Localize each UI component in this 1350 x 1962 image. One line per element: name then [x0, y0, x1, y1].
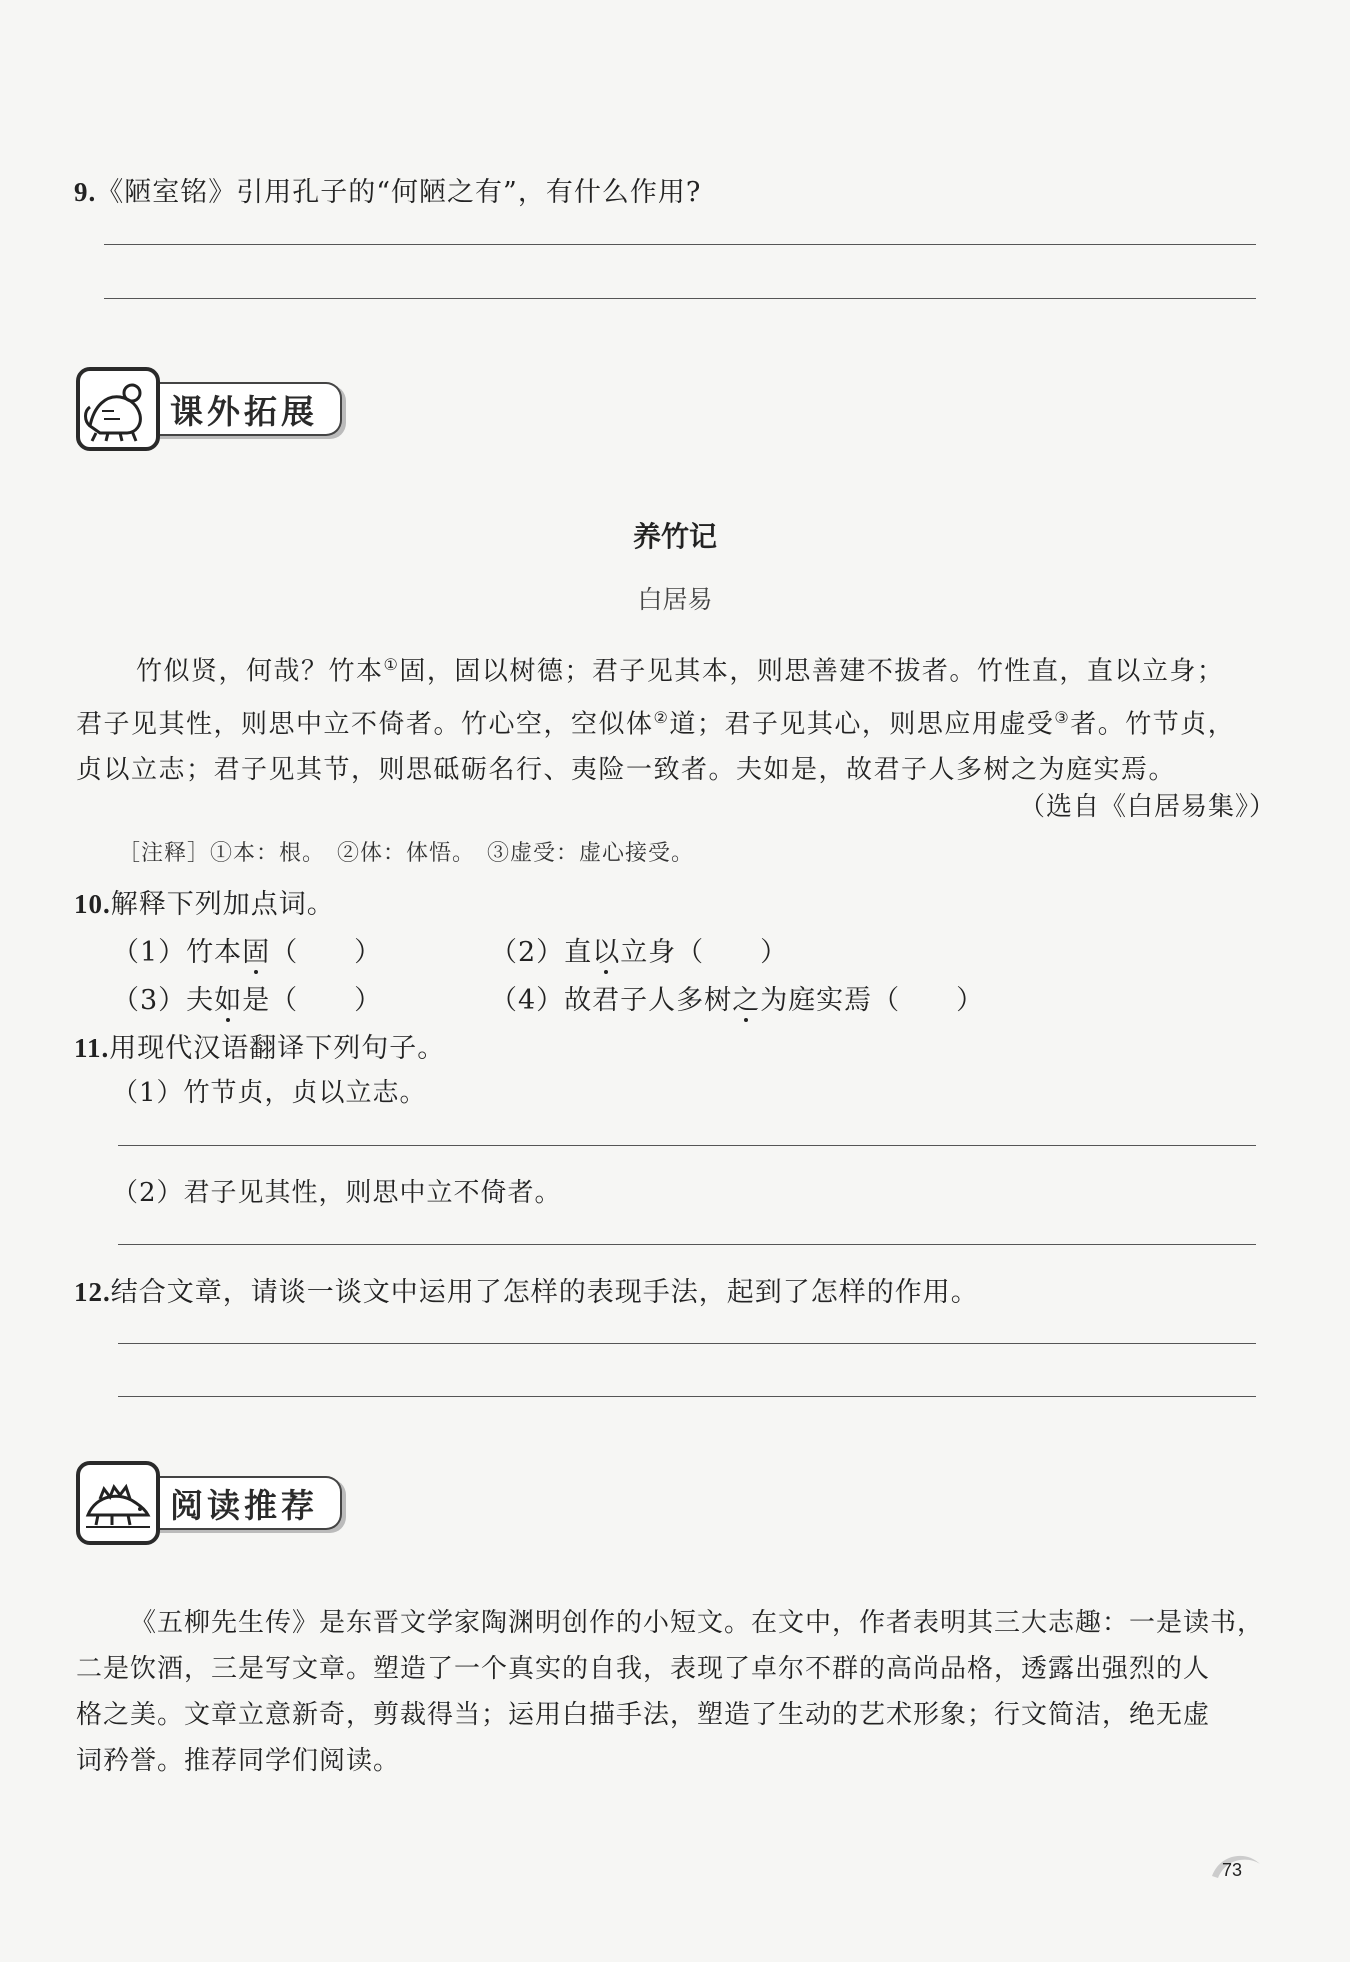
dinosaur-icon — [76, 1461, 160, 1545]
article-title: 养竹记 — [632, 520, 717, 553]
q11-sentence-1: （1）竹节贞，贞以立志。 — [112, 1078, 427, 1108]
recommend-body — [76, 1600, 1276, 1784]
recommend-line: 二是饮酒，三是写文章。塑造了一个真实的自我，表现了卓尔不群的高尚品格，透露出强烈的人 — [76, 1654, 1211, 1684]
q10-item-1: （1）竹本固（ ） — [112, 937, 383, 968]
answer-line[interactable] — [118, 1396, 1256, 1397]
section-header-extension — [76, 380, 342, 438]
q11-sentence-2: （2）君子见其性，则思中立不倚者。 — [112, 1178, 562, 1208]
recommend-line: 词矜誉。推荐同学们阅读。 — [76, 1746, 401, 1776]
recommend-line: 《五柳先生传》是东晋文学家陶渊明创作的小短文。在文中，作者表明其三大志趣：一是读书， — [130, 1608, 1265, 1638]
article-line: 君子见其性，则思中立不倚者。竹心空，空似体②道；君子见其心，则思应用虚受③者。竹节贞， — [76, 707, 1236, 740]
question-9 — [74, 170, 701, 209]
question-text: 解释下列加点词。 — [110, 889, 335, 920]
monkey-icon — [76, 367, 160, 451]
page-number-badge — [1208, 1846, 1264, 1886]
answer-line[interactable] — [118, 1145, 1256, 1146]
question-text: 《陋室铭》引用孔子的“何陋之有”，有什么作用? — [96, 177, 702, 208]
annotation: ［注释］①本：根。 ②体：体悟。 ③虚受：虚心接受。 — [118, 841, 695, 866]
question-number: 10. — [74, 889, 111, 919]
answer-line[interactable] — [118, 1343, 1256, 1344]
article-body — [76, 642, 1276, 793]
question-text: 用现代汉语翻译下列句子。 — [109, 1033, 446, 1064]
answer-line[interactable] — [118, 1244, 1256, 1245]
page-number: 73 — [1222, 1860, 1243, 1880]
article-line: 贞以立志；君子见其节，则思砥砺名行、夷险一致者。夫如是，故君子人多树之为庭实焉。 — [76, 755, 1177, 786]
section-title: 阅读推荐 — [152, 1476, 342, 1530]
q10-item-3: （3）夫如是（ ） — [112, 985, 383, 1016]
section-header-reading — [76, 1474, 342, 1532]
question-10 — [74, 882, 335, 921]
article-source: （选自《白居易集》） — [1018, 792, 1276, 822]
article-line: 竹似贤，何哉？竹本①固，固以树德；君子见其本，则思善建不拔者。竹性直，直以立身； — [136, 655, 1225, 687]
answer-line[interactable] — [104, 298, 1256, 299]
section-title: 课外拓展 — [152, 382, 342, 436]
question-11 — [74, 1026, 445, 1065]
q10-item-2: （2）直以立身（ ） — [490, 937, 789, 968]
question-text: 结合文章，请谈一谈文中运用了怎样的表现手法，起到了怎样的作用。 — [110, 1277, 979, 1308]
question-number: 11. — [74, 1033, 110, 1063]
question-12 — [74, 1270, 979, 1309]
question-number: 12. — [74, 1277, 111, 1307]
q10-item-4: （4）故君子人多树之为庭实焉（ ） — [490, 985, 985, 1016]
question-number: 9. — [74, 177, 97, 207]
answer-line[interactable] — [104, 244, 1256, 245]
recommend-line: 格之美。文章立意新奇，剪裁得当；运用白描手法，塑造了生动的艺术形象；行文简洁，绝无虚 — [76, 1700, 1211, 1730]
article-author: 白居易 — [637, 585, 713, 614]
